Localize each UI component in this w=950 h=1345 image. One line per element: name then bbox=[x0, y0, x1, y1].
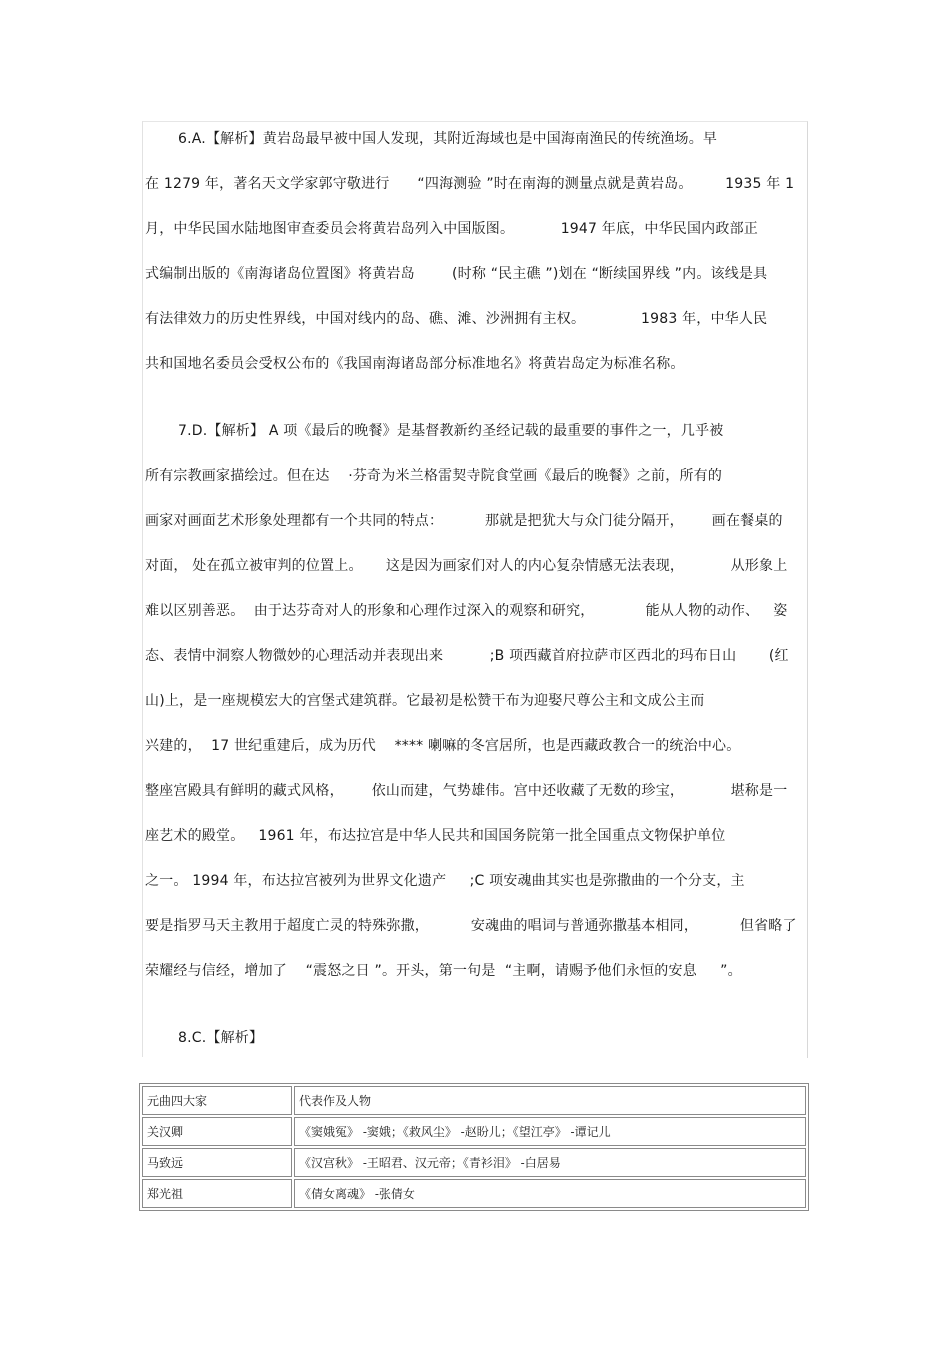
section6-line-4: 式编制出版的《南海诸岛位置图》将黄岩岛 (时称 “民主礁 ”)划在 “断续国界线 ”内。该线是具 bbox=[145, 266, 768, 282]
section6-line-3: 月，中华民国水陆地图审查委员会将黄岩岛列入中国版图。 1947 年底，中华民国内政部正 bbox=[145, 221, 758, 237]
section7-line-1: 7.D.【解析】 A 项《最后的晚餐》是基督教新约圣经记载的最重要的事件之一，几乎被 bbox=[178, 423, 724, 439]
section7-line-3: 画家对画面艺术形象处理都有一个共同的特点： 那就是把犹大与众门徒分隔开， 画在餐桌的 bbox=[145, 513, 783, 529]
section6-line-1: 6.A.【解析】黄岩岛最早被中国人发现，其附近海域也是中国海南渔民的传统渔场。早 bbox=[178, 131, 718, 147]
table-row bbox=[142, 1117, 806, 1146]
table-row bbox=[142, 1179, 806, 1208]
section7-line-2: 所有宗教画家描绘过。但在达 ·芬奇为米兰格雷契寺院食堂画《最后的晚餐》之前，所有的 bbox=[145, 468, 723, 484]
section7-line-4: 对面， 处在孤立被审判的位置上。 这是因为画家们对人的内心复杂情感无法表现， 从形象上 bbox=[145, 558, 788, 574]
section7-line-7: 山)上，是一座规模宏大的宫堡式建筑群。它最初是松赞干布为迎娶尺尊公主和文成公主而 bbox=[145, 693, 705, 709]
table-header-name: 元曲四大家 bbox=[142, 1086, 292, 1115]
table-header-row bbox=[142, 1086, 806, 1115]
content-frame-left-border bbox=[142, 121, 143, 1057]
section7-line-11: 之一。 1994 年，布达拉宫被列为世界文化遗产 ;C 项安魂曲其实也是弥撒曲的一个分支，主 bbox=[145, 873, 745, 889]
section7-line-6: 态、表情中洞察人物微妙的心理活动并表现出来 ;B 项西藏首府拉萨市区西北的玛布日山 (红 bbox=[145, 648, 789, 664]
table-cell-name: 马致远 bbox=[142, 1148, 292, 1177]
section7-line-5: 难以区别善恶。 由于达芬奇对人的形象和心理作过深入的观察和研究， 能从人物的动作、 姿 bbox=[145, 603, 788, 619]
section7-line-12: 要是指罗马天主教用于超度亡灵的特殊弥撒， 安魂曲的唱词与普通弥撒基本相同， 但省略了 bbox=[145, 918, 797, 934]
section6-line-6: 共和国地名委员会受权公布的《我国南海诸岛部分标准地名》将黄岩岛定为标准名称。 bbox=[145, 356, 685, 372]
table-header-works: 代表作及人物 bbox=[294, 1086, 806, 1115]
section6-line-2: 在 1279 年，著名天文学家郭守敬进行 “四海测验 ”时在南海的测量点就是黄岩岛。 1935 年 1 bbox=[145, 176, 795, 192]
section7-line-9: 整座宫殿具有鲜明的藏式风格， 依山而建，气势雄伟。宫中还收藏了无数的珍宝， 堪称是一 bbox=[145, 783, 788, 799]
section7-line-8: 兴建的， 17 世纪重建后，成为历代 **** 喇嘛的冬宫居所，也是西藏政教合一的统治中心。 bbox=[145, 738, 741, 754]
table-cell-name: 郑光祖 bbox=[142, 1179, 292, 1208]
table-cell-works: 《汉宫秋》 -王昭君、汉元帝；《青衫泪》 -白居易 bbox=[294, 1148, 806, 1177]
section8-heading: 8.C.【解析】 bbox=[178, 1030, 264, 1046]
table-cell-name: 关汉卿 bbox=[142, 1117, 292, 1146]
table-cell-works: 《窦娥冤》 -窦娥；《救风尘》 -赵盼儿；《望江亭》 -谭记儿 bbox=[294, 1117, 806, 1146]
section7-line-10: 座艺术的殿堂。 1961 年，布达拉宫是中华人民共和国国务院第一批全国重点文物保护单位 bbox=[145, 828, 726, 844]
section7-line-13: 荣耀经与信经，增加了 “震怒之日 ”。开头，第一句是 “主啊，请赐予他们永恒的安息 ”。 bbox=[145, 963, 742, 979]
yuanqu-authors-table bbox=[139, 1083, 809, 1211]
table-row bbox=[142, 1148, 806, 1177]
table-cell-works: 《倩女离魂》 -张倩女 bbox=[294, 1179, 806, 1208]
section6-line-5: 有法律效力的历史性界线，中国对线内的岛、礁、滩、沙洲拥有主权。 1983 年，中华人民 bbox=[145, 311, 768, 327]
